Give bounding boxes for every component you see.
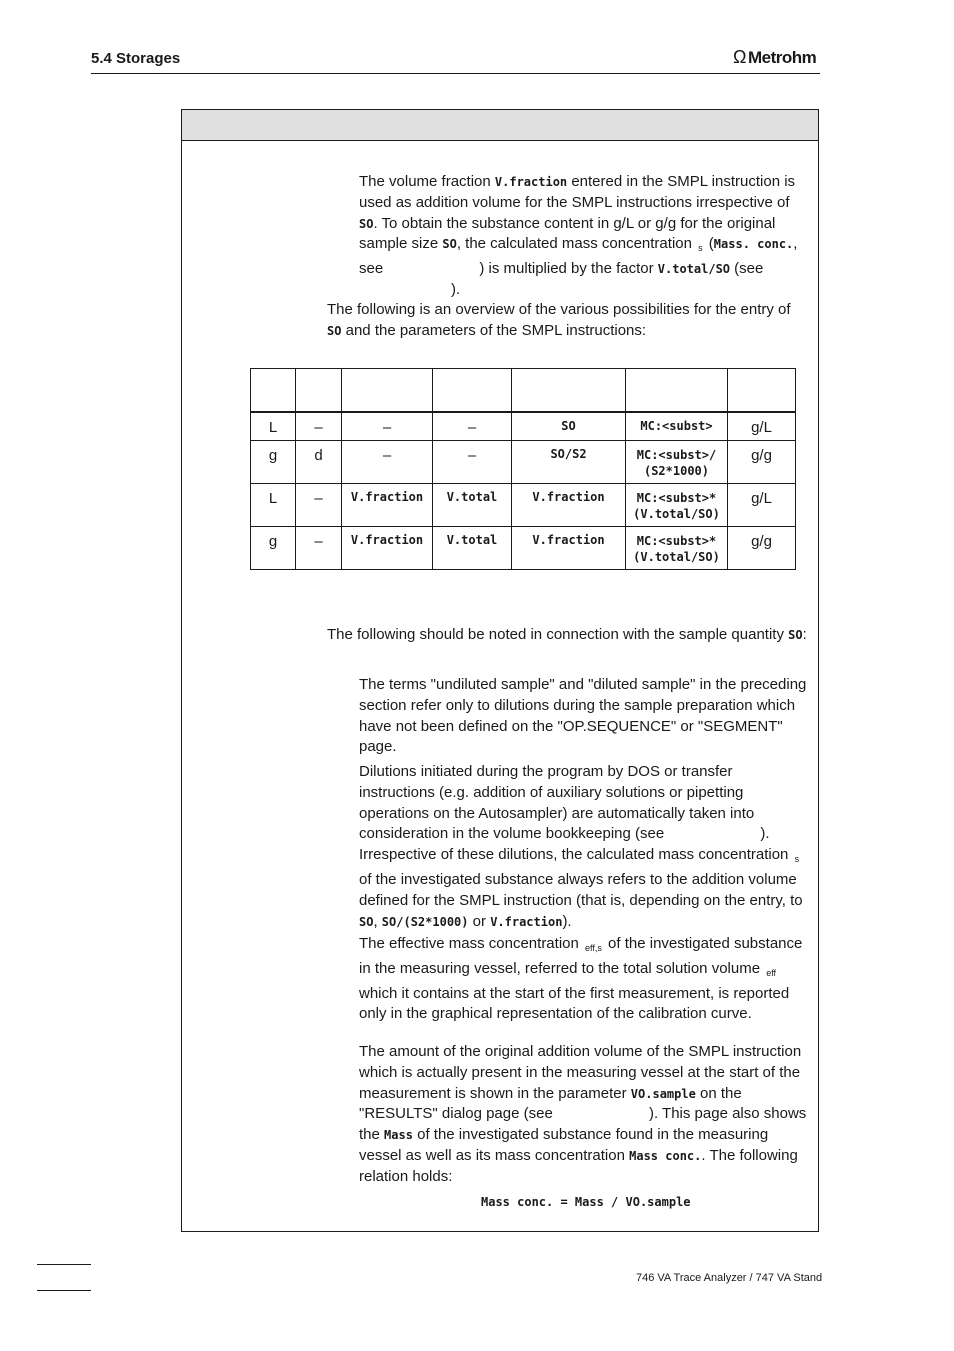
overview-paragraph: The following is an overview of the various possibilities for the entry of SO and the parameters of the SMPL instructions:: [327, 301, 791, 339]
volume-fraction-paragraph: The volume fraction V.fraction entered in the SMPL instruction is used as addition volume for the SMPL instructions irrespective of SO. To obtain the substance content in g/L or g/g for the original sample size SO, the calculated mass concentration $_s$ (Mass. conc., see ) is multiplied by the factor V.total/SO (see ).: [359, 173, 798, 298]
smpl-entry-table: [250, 368, 796, 570]
sample-quantity-paragraph: The following should be noted in connection with the sample quantity SO:: [327, 626, 807, 643]
table-row: g d – – SO/S2 MC:<subst>/ (S2*1000) g/g: [251, 441, 796, 484]
table-header-row: [251, 369, 796, 412]
footer-product: 746 VA Trace Analyzer / 747 VA Stand: [636, 1272, 823, 1284]
section-title: 5.4 Storages: [91, 50, 181, 67]
metrohm-logo-icon: Ω: [733, 47, 746, 67]
table-row: g – V.fraction V.total V.fraction MC:<subst>* (V.total/SO) g/g: [251, 527, 796, 570]
table-row: L – V.fraction V.total V.fraction MC:<subst>* (V.total/SO) g/L: [251, 484, 796, 527]
effective-concentration-note: The effective mass concentration $_{eff,s}$ of the investigated substance in the measuring vessel, referred to the total solution volume $_{eff}$ which it contains at the start of the first measurement, is reported only in the graphical representation of the calibration curve.: [359, 935, 803, 1023]
footer-rule-bottom: [37, 1290, 91, 1291]
dilutions-note: Dilutions initiated during the program by DOS or transfer instructions (e.g. addition of auxiliary solutions or pipetting operations on the Autosampler) are automatically taken into consideration in the volume bookkeeping (see ). Irrespective of these dilutions, the calculated mass concentration $_s$ of the investigated substance always refers to the addition volume defined for the SMPL instruction (that is, depending on the entry, to SO, SO/(S2*1000) or V.fraction).: [359, 763, 803, 930]
box-header-bar: [182, 110, 818, 141]
header-rule: [91, 73, 820, 74]
results-page-note: The amount of the original addition volume of the SMPL instruction which is actually present in the measuring vessel at the start of the measurement is shown in the parameter VO.sample on the "RESULTS" dialog page (see ). This page also shows the Mass of the investigated substance found in the measuring vessel as well as its mass concentration Mass conc.. The following relation holds:: [359, 1043, 807, 1185]
brand-name: Metrohm: [747, 48, 817, 67]
brand-logo: [733, 47, 816, 68]
mass-concentration-formula: Mass conc. = Mass / VO.sample: [481, 1195, 691, 1209]
table-row: L – – – SO MC:<subst> g/L: [251, 412, 796, 441]
undiluted-sample-note: The terms "undiluted sample" and "diluted sample" in the preceding section refer only to dilutions during the sample preparation which have not been defined on the "OP.SEQUENCE" or "SEGMENT" page.: [359, 676, 807, 756]
footer-rule-top: [37, 1264, 91, 1265]
